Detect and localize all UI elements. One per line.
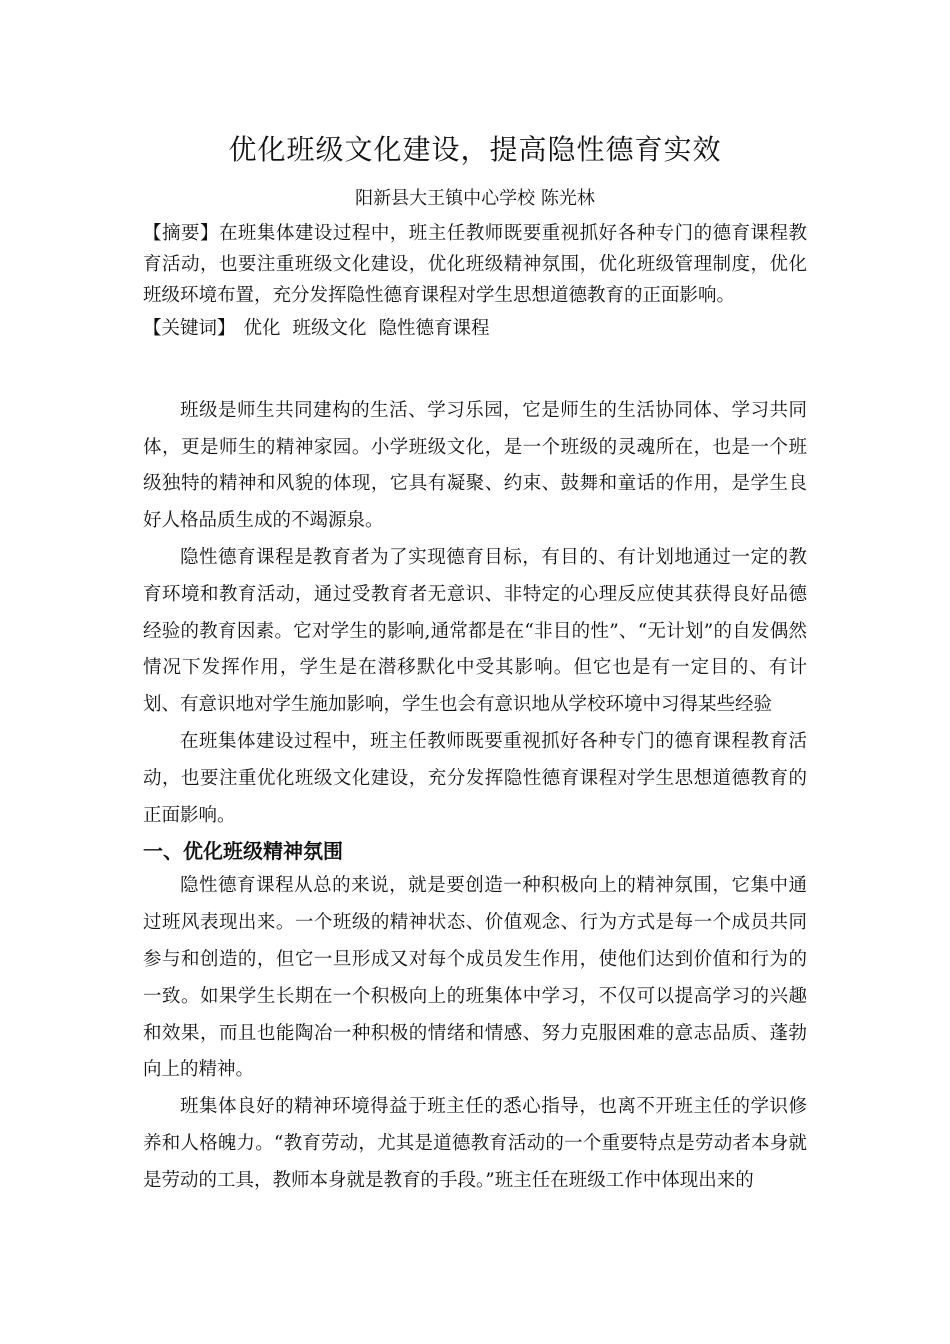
keywords-line	[143, 311, 807, 348]
body-paragraph: 隐性德育课程从总的来说，就是要创造一种积极向上的精神氛围，它集中通过班风表现出来。一个班级的精神状态、价值观念、行为方式是每一个成员共同参与和创造的，但它一旦形成又对每个成员发生作用，使他们达到价值和行为的一致。如果学生长期在一个积极向上的班集体中学习，不仅可以提高学习的兴趣和效果，而且也能陶冶一种积极的情绪和情感、努力克服困难的意志品质、蓬勃向上的精神。	[143, 875, 807, 1081]
blank-spacer	[143, 348, 807, 393]
section-heading: 一、优化班级精神氛围	[143, 839, 343, 864]
keyword-item: 隐性德育课程	[378, 318, 490, 339]
keyword-item: 优化	[243, 318, 281, 339]
body-paragraph: 在班集体建设过程中，班主任教师既要重视抓好各种专门的德育课程教育活动，也要注重优化班级文化建设，充分发挥隐性德育课程对学生思想道德教育的正面影响。	[143, 730, 807, 826]
keyword-item: 班级文化	[292, 318, 367, 339]
body-paragraph: 班级是师生共同建构的生活、学习乐园，它是师生的生活协同体、学习共同体，更是师生的精神家园。小学班级文化，是一个班级的灵魂所在，也是一个班级独特的精神和风貌的体现，它具有凝聚、约束、鼓舞和童话的作用，是学生良好人格品质生成的不竭源泉。	[143, 399, 807, 532]
abstract-block	[143, 218, 807, 311]
document-title: 优化班级文化建设，提高隐性德育实效	[228, 133, 722, 166]
body-paragraph: 隐性德育课程是教育者为了实现德育目标，有目的、有计划地通过一定的教育环境和教育活动，通过受教育者无意识、非特定的心理反应使其获得良好品德经验的教育因素。它对学生的影响,通常都是在“非目的性”、“无计划”的自发偶然情况下发挥作用，学生是在潜移默化中受其影响。但它也是有一定目的、有计划、有意识地对学生施加影响，学生也会有意识地从学校环境中习得某些经验	[143, 546, 807, 716]
keywords-label: 【关键词】	[143, 318, 236, 339]
author-line: 阳新县大王镇中心学校 陈光林	[355, 188, 595, 209]
abstract-text: 【摘要】在班集体建设过程中，班主任教师既要重视抓好各种专门的德育课程教育活动，也要注重班级文化建设，优化班级精神氛围，优化班级管理制度，优化班级环境布置，充分发挥隐性德育课程对学生思想道德教育的正面影响。	[143, 223, 807, 306]
document-body	[143, 218, 807, 1200]
body-paragraph: 班集体良好的精神环境得益于班主任的悉心指导，也离不开班主任的学识修养和人格魄力。“教育劳动，尤其是道德教育活动的一个重要特点是劳动者本身就是劳动的工具，教师本身就是教育的手段。”班主任在班级工作中体现出来的	[143, 1096, 807, 1191]
